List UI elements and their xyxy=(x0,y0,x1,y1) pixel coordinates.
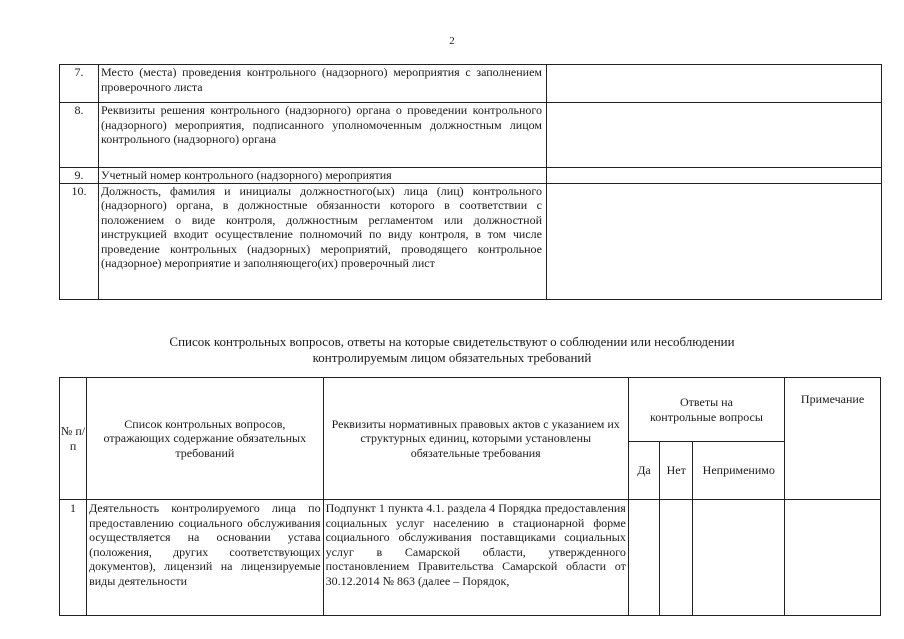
row-text: Учетный номер контрольного (надзорного) мероприятия xyxy=(99,168,547,184)
header-questions: Список контрольных вопросов, отражающих содержание обязательных требований xyxy=(87,378,324,500)
header-na: Неприменимо xyxy=(693,442,785,500)
question-requisites-content: Подпункт 1 пункта 4.1. раздела 4 Порядка предоставления социальных услуг населению в стационарной форме социального обслуживания поставщиками социальных услуг в Самарской области, утвержденного постановлением Правительства Самарской области от 30.12.2014 № 863 (далее – Порядок, xyxy=(325,501,626,588)
table-row xyxy=(60,103,882,168)
row-number: 9. xyxy=(60,168,99,184)
note-cell[interactable] xyxy=(785,500,881,616)
question-number: 1 xyxy=(60,500,87,616)
header-row xyxy=(60,378,881,442)
question-text-content: Деятельность контролируемого лица по предоставлению социального обслуживания осуществляется на основании устава (положения, других соответствующих документов), лицензий на лицензируемые виды деятельности xyxy=(89,501,321,588)
row-text: Реквизиты решения контрольного (надзорного) органа о проведении контрольного (надзорного) мероприятия, подписанного уполномоченным должностным лицом контрольного (надзорного) органа xyxy=(99,103,547,168)
table-row xyxy=(60,500,881,616)
row-text: Место (места) проведения контрольного (надзорного) мероприятия с заполнением проверочного листа xyxy=(99,65,547,103)
row-number: 7. xyxy=(60,65,99,103)
row-value-cell xyxy=(547,103,882,168)
header-note: Примечание xyxy=(785,378,881,500)
question-requisites xyxy=(323,500,628,616)
answer-na-cell[interactable] xyxy=(693,500,785,616)
inspection-info-table xyxy=(59,64,882,300)
answer-no-cell[interactable] xyxy=(660,500,693,616)
row-number: 8. xyxy=(60,103,99,168)
header-answers: Ответы на контрольные вопросы xyxy=(628,378,784,442)
page-number: 2 xyxy=(449,35,455,47)
row-value-cell xyxy=(547,168,882,184)
row-value-cell xyxy=(547,183,882,299)
table-row xyxy=(60,183,882,299)
row-text: Должность, фамилия и инициалы должностного(ых) лица (лиц) контрольного (надзорного) органа, в должностные обязанности которого в соответствии с положением о виде контроля, должностным регламентом или должностной инструкцией входит осуществление полномочий по виду контроля, в том числе проведение контрольных (надзорных) мероприятий, проводящего контрольное (надзорное) мероприятие и заполняющего(их) проверочный лист xyxy=(99,183,547,299)
control-questions-table xyxy=(59,377,881,616)
section-title xyxy=(0,334,904,366)
section-title-line-1: Список контрольных вопросов, ответы на которые свидетельствуют о соблюдении или несоблюдении xyxy=(169,334,735,349)
section-title-line-2: контролируемым лицом обязательных требований xyxy=(312,350,592,365)
row-value-cell xyxy=(547,65,882,103)
answer-yes-cell[interactable] xyxy=(628,500,659,616)
header-num: № п/п xyxy=(60,378,87,500)
header-no: Нет xyxy=(660,442,693,500)
table-row xyxy=(60,168,882,184)
header-yes: Да xyxy=(628,442,659,500)
table-row xyxy=(60,65,882,103)
header-requisites: Реквизиты нормативных правовых актов с указанием их структурных единиц, которыми установлены обязательные требования xyxy=(323,378,628,500)
question-text xyxy=(87,500,324,616)
row-number: 10. xyxy=(60,183,99,299)
